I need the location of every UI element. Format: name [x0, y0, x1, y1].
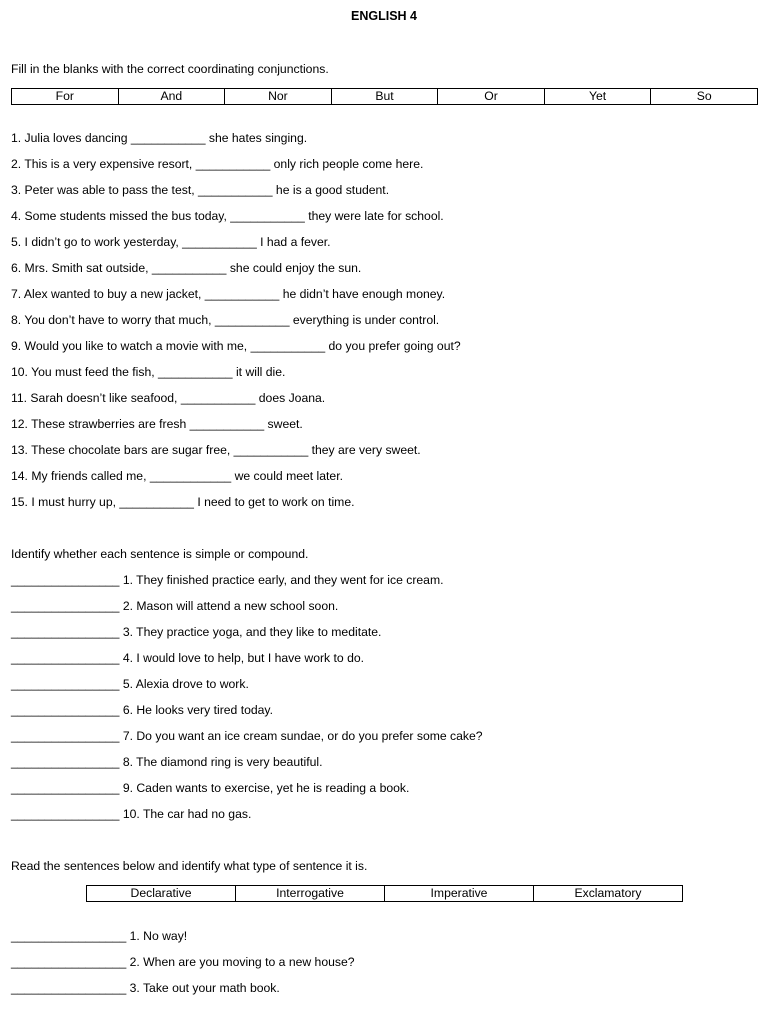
conjunctions-row [12, 89, 758, 105]
exercise-item: 6. Mrs. Smith sat outside, ___________ she could enjoy the sun. [11, 261, 362, 275]
sentence-type-cell: Declarative [87, 886, 236, 902]
exercise-item: 13. These chocolate bars are sugar free, ___________ they are very sweet. [11, 443, 421, 457]
exercise-item: 8. You don’t have to worry that much, ___________ everything is under control. [11, 313, 440, 327]
exercise-item: 15. I must hurry up, ___________ I need to get to work on time. [11, 495, 355, 509]
exercise-item: ________________ 9. Caden wants to exercise, yet he is reading a book. [11, 781, 410, 795]
exercise-item: 10. You must feed the fish, ___________ it will die. [11, 365, 286, 379]
exercise-item: ________________ 10. The car had no gas. [11, 807, 252, 821]
section1-instruction: Fill in the blanks with the correct coordinating conjunctions. [11, 62, 329, 76]
sentence-types-row [87, 886, 683, 902]
conjunction-cell: And [118, 89, 225, 105]
exercise-item: 7. Alex wanted to buy a new jacket, ___________ he didn’t have enough money. [11, 287, 446, 301]
exercise-item: _________________ 1. No way! [11, 929, 188, 943]
section3-instruction: Read the sentences below and identify what type of sentence it is. [11, 859, 368, 873]
exercise-item: ________________ 6. He looks very tired today. [11, 703, 273, 717]
conjunction-cell: But [331, 89, 438, 105]
exercise-item: 12. These strawberries are fresh ___________ sweet. [11, 417, 303, 431]
sentence-type-cell: Imperative [385, 886, 534, 902]
exercise-item: ________________ 4. I would love to help, but I have work to do. [11, 651, 365, 665]
section2-instruction: Identify whether each sentence is simple or compound. [11, 547, 309, 561]
page-title: ENGLISH 4 [351, 9, 417, 23]
exercise-item: _________________ 2. When are you moving to a new house? [11, 955, 355, 969]
conjunction-cell: Or [438, 89, 545, 105]
exercise-item: 5. I didn’t go to work yesterday, ___________ I had a fever. [11, 235, 331, 249]
exercise-item: ________________ 3. They practice yoga, and they like to meditate. [11, 625, 382, 639]
conjunction-cell: Nor [225, 89, 332, 105]
exercise-item: ________________ 5. Alexia drove to work. [11, 677, 249, 691]
sentence-type-cell: Exclamatory [534, 886, 683, 902]
conjunctions-table [11, 88, 758, 105]
exercise-item: 4. Some students missed the bus today, ___________ they were late for school. [11, 209, 444, 223]
conjunction-cell: Yet [544, 89, 651, 105]
exercise-item: ________________ 2. Mason will attend a new school soon. [11, 599, 339, 613]
exercise-item: 9. Would you like to watch a movie with me, ___________ do you prefer going out? [11, 339, 461, 353]
exercise-item: _________________ 3. Take out your math book. [11, 981, 280, 995]
sentence-type-cell: Interrogative [236, 886, 385, 902]
exercise-item: ________________ 7. Do you want an ice cream sundae, or do you prefer some cake? [11, 729, 483, 743]
exercise-item: 3. Peter was able to pass the test, ___________ he is a good student. [11, 183, 390, 197]
conjunction-cell: So [651, 89, 758, 105]
sentence-types-table [86, 885, 683, 902]
exercise-item: ________________ 8. The diamond ring is very beautiful. [11, 755, 323, 769]
exercise-item: 2. This is a very expensive resort, ___________ only rich people come here. [11, 157, 424, 171]
conjunction-cell: For [12, 89, 119, 105]
exercise-item: 14. My friends called me, ____________ we could meet later. [11, 469, 343, 483]
exercise-item: 1. Julia loves dancing ___________ she hates singing. [11, 131, 308, 145]
exercise-item: ________________ 1. They finished practice early, and they went for ice cream. [11, 573, 444, 587]
exercise-item: 11. Sarah doesn’t like seafood, ___________ does Joana. [11, 391, 326, 405]
